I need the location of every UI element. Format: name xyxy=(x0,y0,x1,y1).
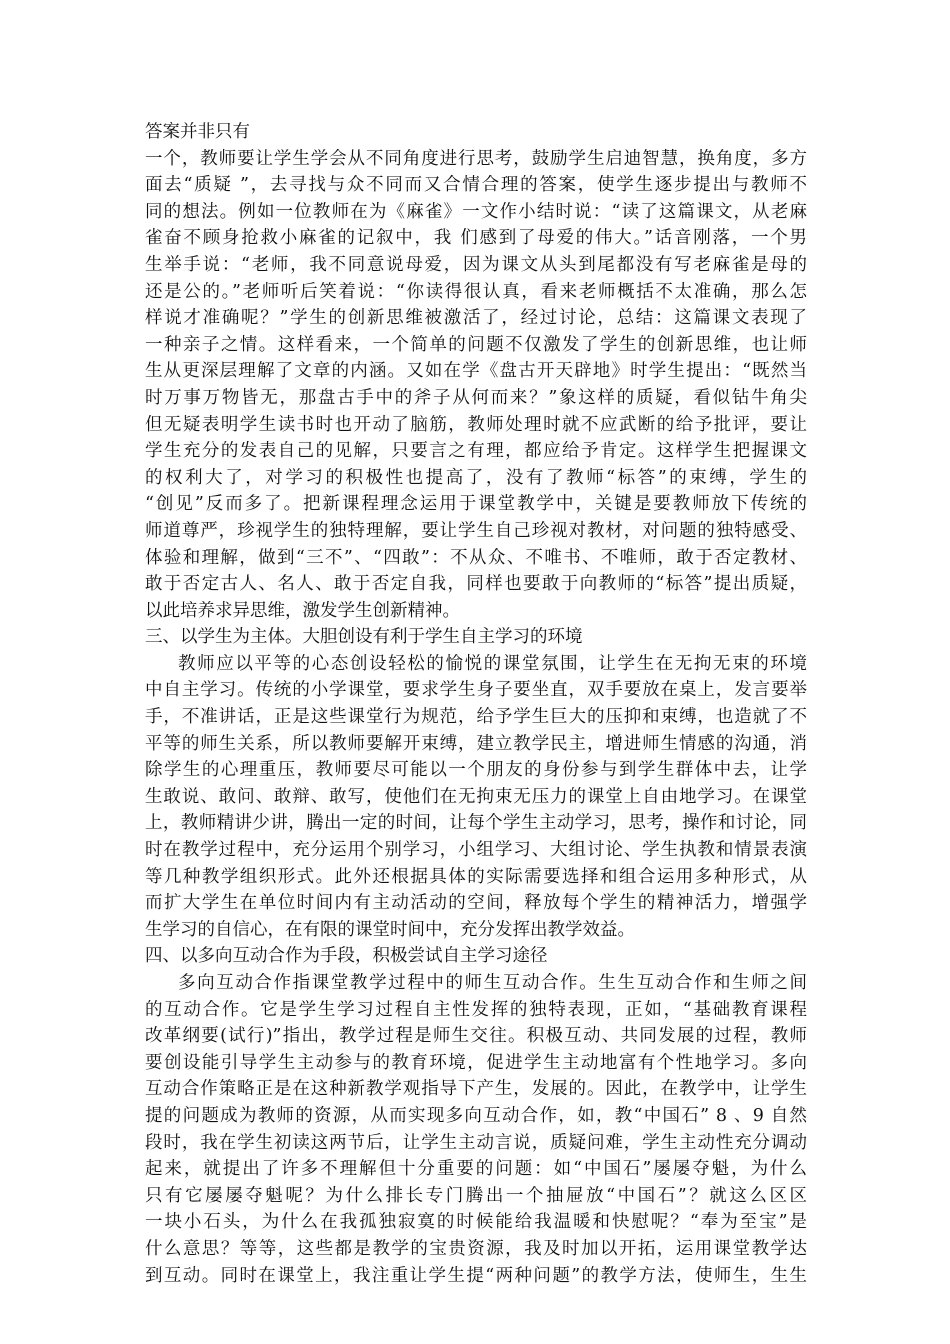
text-line: 什么意思？等等，这些都是教学的宝贵资源，我及时加以开拓，运用课堂教学达 xyxy=(145,1238,807,1259)
text-line: 一块小石头，为什么在我孤独寂寞的时候能给我温暖和快慰呢？“奉为至宝”是 xyxy=(145,1212,807,1233)
text-line: 三、以学生为主体。大胆创设有利于学生自主学习的环境 xyxy=(145,627,583,648)
text-line: 上，教师精讲少讲，腾出一定的时间，让每个学生主动学习，思考，操作和讨论，同 xyxy=(145,813,807,834)
text-line: 时万事万物皆无，那盘古手中的斧子从何而来？”象这样的质疑，看似钻牛角尖 xyxy=(145,387,807,408)
text-line: 一种亲子之情。这样看来，一个简单的问题不仅激发了学生的创新思维，也让师 xyxy=(145,334,807,355)
text-line: 的互动合作。它是学生学习过程自主性发挥的独特表现，正如，“基础教育课程 xyxy=(145,999,807,1020)
text-line: 手，不准讲话，正是这些课堂行为规范，给予学生巨大的压抑和束缚，也造就了不 xyxy=(145,707,807,728)
text-line: 段时，我在学生初读这两节后，让学生主动言说，质疑问难，学生主动性充分调动 xyxy=(145,1132,807,1153)
text-line: 一个，教师要让学生学会从不同角度进行思考，鼓励学生启迪智慧，换角度，多方 xyxy=(145,148,807,169)
text-line: 要创设能引导学生主动参与的教育环境，促进学生主动地富有个性地学习。多向 xyxy=(145,1052,807,1073)
text-line: 体验和理解，做到“三不”、“四敢”：不从众、不唯书、不唯师，敢于否定教材、 xyxy=(145,547,807,568)
text-line: 而扩大学生在单位时间内有主动活动的空间，释放每个学生的精神活力，增强学 xyxy=(145,893,807,914)
text-line: 互动合作策略正是在这种新教学观指导下产生，发展的。因此，在教学中，让学生 xyxy=(145,1079,807,1100)
text-line: 面去“质疑 ”，去寻找与众不同而又合情合理的答案，使学生逐步提出与教师不 xyxy=(145,175,807,196)
text-line: 雀奋不顾身抢救小麻雀的记叙中，我 们感到了母爱的伟大。”话音刚落，一个男 xyxy=(145,228,807,249)
text-line: 四、以多向互动合作为手段，积极尝试自主学习途径 xyxy=(145,946,548,967)
text-line: 生举手说：“老师，我不同意说母爱，因为课文从头到尾都没有写老麻雀是母的 xyxy=(145,254,807,275)
text-line: 提的问题成为教师的资源，从而实现多向互动合作，如，教“中国石” 8 、9 自然 xyxy=(145,1105,807,1126)
text-line: 多向互动合作指课堂教学过程中的师生互动合作。生生互动合作和生师之间 xyxy=(178,973,807,993)
document-body xyxy=(145,119,807,1289)
text-line: 的权利大了，对学习的积极性也提高了，没有了教师“标答”的束缚，学生的 xyxy=(145,467,807,488)
text-line: 起来，就提出了许多不理解但十分重要的问题：如“中国石”屡屡夺魁，为什么 xyxy=(145,1159,807,1180)
text-line: 以此培养求异思维，激发学生创新精神。 xyxy=(145,600,460,621)
text-line: 样说才准确呢？”学生的创新思维被激活了，经过讨论，总结：这篇课文表现了 xyxy=(145,308,807,329)
text-line: 除学生的心理重压，教师要尽可能以一个朋友的身份参与到学生群体中去，让学 xyxy=(145,760,807,781)
text-line: 敢于否定古人、名人、敢于否定自我，同样也要敢于向教师的“标答”提出质疑， xyxy=(145,574,807,595)
text-line: 学生充分的发表自己的见解，只要言之有理，都应给予肯定。这样学生把握课文 xyxy=(145,441,807,462)
text-line: 教师应以平等的心态创设轻松的愉悦的课堂氛围，让学生在无拘无束的环境 xyxy=(178,653,807,674)
text-line: 生学习的自信心，在有限的课堂时间中，充分发挥出教学效益。 xyxy=(145,919,635,940)
text-line: 同的想法。例如一位教师在为《麻雀》一文作小结时说：“读了这篇课文，从老麻 xyxy=(145,201,807,222)
text-line: 时在教学过程中，充分运用个别学习，小组学习、大组讨论、学生执教和情景表演 xyxy=(145,840,807,861)
text-line: 答案并非只有 xyxy=(145,122,250,142)
text-line: 到互动。同时在课堂上，我注重让学生提“两种问题”的教学方法，使师生，生生 xyxy=(145,1265,807,1286)
text-line: 平等的师生关系，所以教师要解开束缚，建立教学民主，增进师生情感的沟通，消 xyxy=(145,733,807,754)
text-line: 中自主学习。传统的小学课堂，要求学生身子要坐直，双手要放在桌上，发言要举 xyxy=(145,680,807,701)
text-line: 生敢说、敢问、敢辩、敢写，使他们在无拘束无压力的课堂上自由地学习。在课堂 xyxy=(145,786,807,807)
text-line: 等几种教学组织形式。此外还根据具体的实际需要选择和组合运用多种形式，从 xyxy=(145,866,807,887)
text-line: 但无疑表明学生读书时也开动了脑筋，教师处理时就不应武断的给予批评，要让 xyxy=(145,414,807,435)
text-line: 还是公的。”老师听后笑着说：“你读得很认真，看来老师概括不太准确，那么怎 xyxy=(145,281,807,302)
text-line: 生从更深层理解了文章的内涵。又如在学《盘古开天辟地》时学生提出：“既然当 xyxy=(145,361,807,382)
text-line: “创见”反而多了。把新课程理念运用于课堂教学中，关键是要教师放下传统的 xyxy=(145,494,807,515)
text-line: 师道尊严，珍视学生的独特理解，要让学生自己珍视对教材，对问题的独特感受、 xyxy=(145,520,807,541)
text-line: 只有它屡屡夺魁呢？为什么排长专门腾出一个抽屉放“中国石”？就这么区区 xyxy=(145,1185,807,1206)
text-line: 改革纲要(试行)”指出，教学过程是师生交往。积极互动、共同发展的过程，教师 xyxy=(145,1026,807,1047)
